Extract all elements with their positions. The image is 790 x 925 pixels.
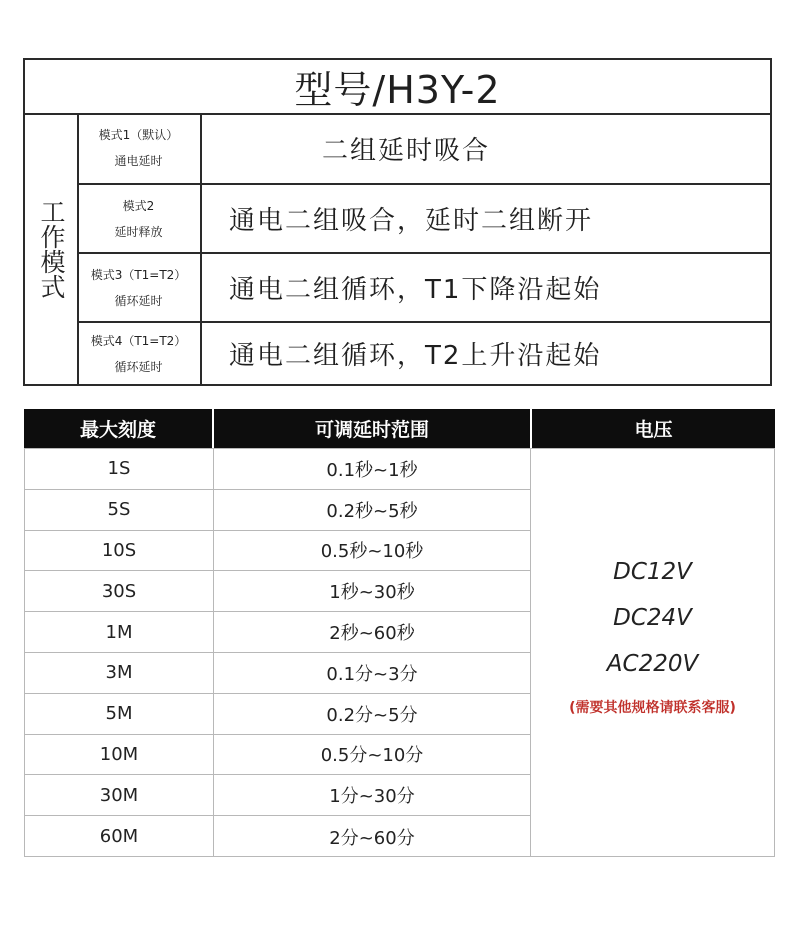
table-row bbox=[25, 571, 530, 612]
table-row bbox=[25, 694, 530, 735]
mode-name: 模式1（默认） bbox=[98, 128, 179, 142]
mode-description: 二组延时吸合 bbox=[322, 135, 491, 166]
table-row bbox=[25, 449, 530, 490]
table-row bbox=[25, 490, 530, 531]
mode-subname: 循环延时 bbox=[114, 293, 163, 308]
table-row bbox=[25, 816, 530, 857]
max-scale-cell: 60M bbox=[25, 816, 214, 857]
max-scale-cell: 1M bbox=[25, 612, 214, 652]
delay-range-cell: 2秒~60秒 bbox=[329, 623, 415, 645]
mode-subname: 通电延时 bbox=[114, 154, 163, 168]
max-scale-cell: 5S bbox=[25, 490, 214, 530]
delay-range-cell: 0.1分~3分 bbox=[326, 663, 418, 685]
max-scale-cell: 30S bbox=[25, 571, 214, 611]
header-voltage: 电压 bbox=[634, 419, 673, 441]
delay-range-cell: 0.2秒~5秒 bbox=[326, 500, 418, 522]
work-mode-label-cell bbox=[25, 113, 79, 384]
mode-name: 模式4（T1=T2） bbox=[90, 333, 187, 348]
max-scale-cell: 30M bbox=[25, 775, 214, 815]
mode-description: 通电二组循环，T1下降沿起始 bbox=[229, 275, 602, 305]
header-delay-range: 可调延时范围 bbox=[214, 409, 532, 448]
mode-subname: 循环延时 bbox=[114, 359, 163, 374]
max-scale-cell: 1S bbox=[25, 449, 214, 489]
max-scale-cell: 10M bbox=[25, 735, 214, 775]
table-header bbox=[24, 409, 775, 448]
voltage-cell bbox=[531, 449, 774, 856]
max-scale-cell: 3M bbox=[25, 653, 214, 693]
mode-description: 通电二组循环，T2上升沿起始 bbox=[229, 341, 602, 371]
table-row bbox=[25, 612, 530, 653]
voltage-option: AC220V bbox=[606, 650, 699, 677]
mode-name: 模式3（T1=T2） bbox=[90, 267, 187, 282]
delay-range-cell: 2分~60分 bbox=[329, 827, 415, 849]
work-mode-label: 工作模式 bbox=[37, 198, 66, 299]
delay-range-cell: 0.2分~5分 bbox=[326, 704, 418, 726]
custom-spec-note: (需要其他规格请联系客服) bbox=[569, 699, 736, 716]
mode-name-cell bbox=[77, 113, 202, 183]
voltage-option: DC12V bbox=[613, 558, 692, 585]
mode-name: 模式2 bbox=[122, 198, 155, 213]
mode-row-2 bbox=[77, 185, 772, 254]
scale-table bbox=[24, 409, 775, 857]
scale-rows bbox=[25, 449, 531, 856]
table-body bbox=[24, 448, 775, 857]
table-row bbox=[25, 735, 530, 776]
header-max-scale: 最大刻度 bbox=[24, 409, 214, 448]
delay-range-cell: 1分~30分 bbox=[329, 786, 415, 808]
mode-row-4 bbox=[77, 323, 772, 384]
max-scale-cell: 5M bbox=[25, 694, 214, 734]
mode-description: 通电二组吸合，延时二组断开 bbox=[229, 206, 594, 236]
mode-name-cell bbox=[77, 185, 202, 252]
mode-row-3 bbox=[77, 254, 772, 323]
max-scale-cell: 10S bbox=[25, 531, 214, 571]
table-row bbox=[25, 653, 530, 694]
mode-row-1 bbox=[77, 113, 772, 185]
table-row bbox=[25, 531, 530, 572]
delay-range-cell: 0.1秒~1秒 bbox=[326, 459, 418, 481]
mode-name-cell bbox=[77, 254, 202, 321]
mode-name-cell bbox=[77, 323, 202, 384]
model-table bbox=[23, 58, 772, 386]
table-row bbox=[25, 775, 530, 816]
delay-range-cell: 0.5秒~10秒 bbox=[320, 541, 424, 563]
delay-range-cell: 1秒~30秒 bbox=[329, 582, 415, 604]
model-title: 型号/H3Y-2 bbox=[25, 60, 770, 115]
delay-range-cell: 0.5分~10分 bbox=[320, 745, 424, 767]
voltage-option: DC24V bbox=[613, 604, 692, 631]
mode-subname: 延时释放 bbox=[114, 224, 163, 239]
